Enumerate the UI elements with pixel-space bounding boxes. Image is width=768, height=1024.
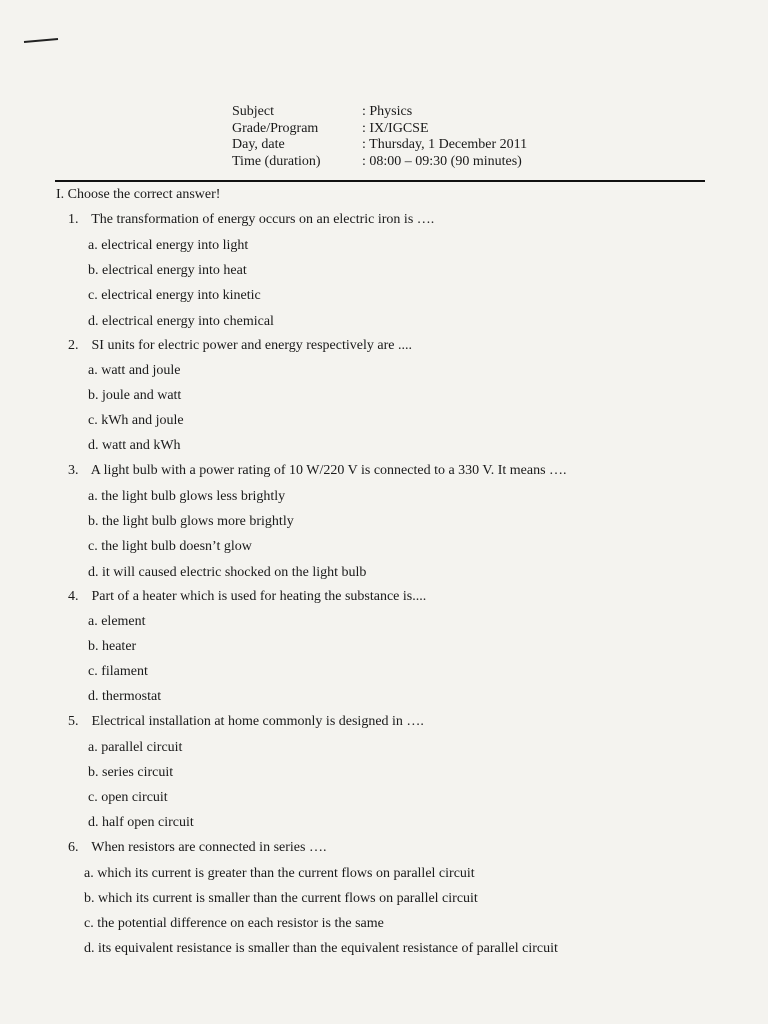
scan-mark [22,38,62,44]
header-value: : IX/IGCSE [362,120,429,136]
option-5d: d. half open circuit [88,815,194,830]
option-2c: c. kWh and joule [88,413,184,428]
option-6c: c. the potential difference on each resistor is the same [84,916,384,931]
header-value: : Thursday, 1 December 2011 [362,137,528,152]
question-5 [68,714,424,730]
option-4c: c. filament [88,664,148,679]
header-label: Day, date [232,137,285,152]
option-1a: a. electrical energy into light [88,238,249,253]
question-number: 5. [68,714,79,729]
option-3b: b. the light bulb glows more brightly [88,514,294,529]
question-number: 4. [68,589,79,604]
question-number: 2. [68,338,79,353]
option-6d: d. its equivalent resistance is smaller than the equivalent resistance of parallel circuit [84,941,558,956]
option-3c: c. the light bulb doesn’t glow [88,539,252,554]
question-text: Electrical installation at home commonly is designed in …. [91,714,424,729]
question-text: Part of a heater which is used for heating the substance is.... [91,589,427,604]
option-2b: b. joule and watt [88,388,182,403]
header-row-time [232,154,527,171]
option-5b: b. series circuit [88,765,174,780]
question-number: 1. [68,212,79,227]
option-5c: c. open circuit [88,790,168,805]
option-4a: a. element [88,614,146,629]
header-label: Grade/Program [232,120,319,136]
header-row-subject [232,104,527,121]
exam-header [232,104,527,170]
question-text: SI units for electric power and energy respectively are .... [91,338,412,353]
option-2a: a. watt and joule [88,363,181,378]
header-label: Time (duration) [232,153,321,169]
header-row-grade [232,121,527,138]
option-6a: a. which its current is greater than the current flows on parallel circuit [84,866,475,881]
question-4 [68,589,426,605]
header-label: Subject [232,104,274,119]
option-3a: a. the light bulb glows less brightly [88,489,286,504]
question-1 [68,212,434,228]
question-text: The transformation of energy occurs on an electric iron is …. [91,212,435,227]
option-1c: c. electrical energy into kinetic [88,288,261,303]
header-divider [55,180,705,182]
option-4d: d. thermostat [88,689,162,704]
header-value: : 08:00 – 09:30 (90 minutes) [362,153,522,169]
option-3d: d. it will caused electric shocked on the light bulb [88,565,367,580]
question-number: 6. [68,840,79,855]
header-row-date [232,137,527,154]
option-2d: d. watt and kWh [88,438,181,453]
question-number: 3. [68,463,79,478]
question-text: When resistors are connected in series …. [91,840,327,855]
header-value: : Physics [362,104,413,119]
question-3 [68,463,567,479]
question-2 [68,338,412,354]
section-title: I. Choose the correct answer! [56,187,221,202]
question-text: A light bulb with a power rating of 10 W/220 V is connected to a 330 V. It means …. [90,463,567,478]
option-4b: b. heater [88,639,137,654]
option-6b: b. which its current is smaller than the current flows on parallel circuit [84,891,478,906]
question-6 [68,840,326,856]
option-5a: a. parallel circuit [88,740,183,755]
option-1b: b. electrical energy into heat [88,263,247,278]
option-1d: d. electrical energy into chemical [88,314,274,329]
